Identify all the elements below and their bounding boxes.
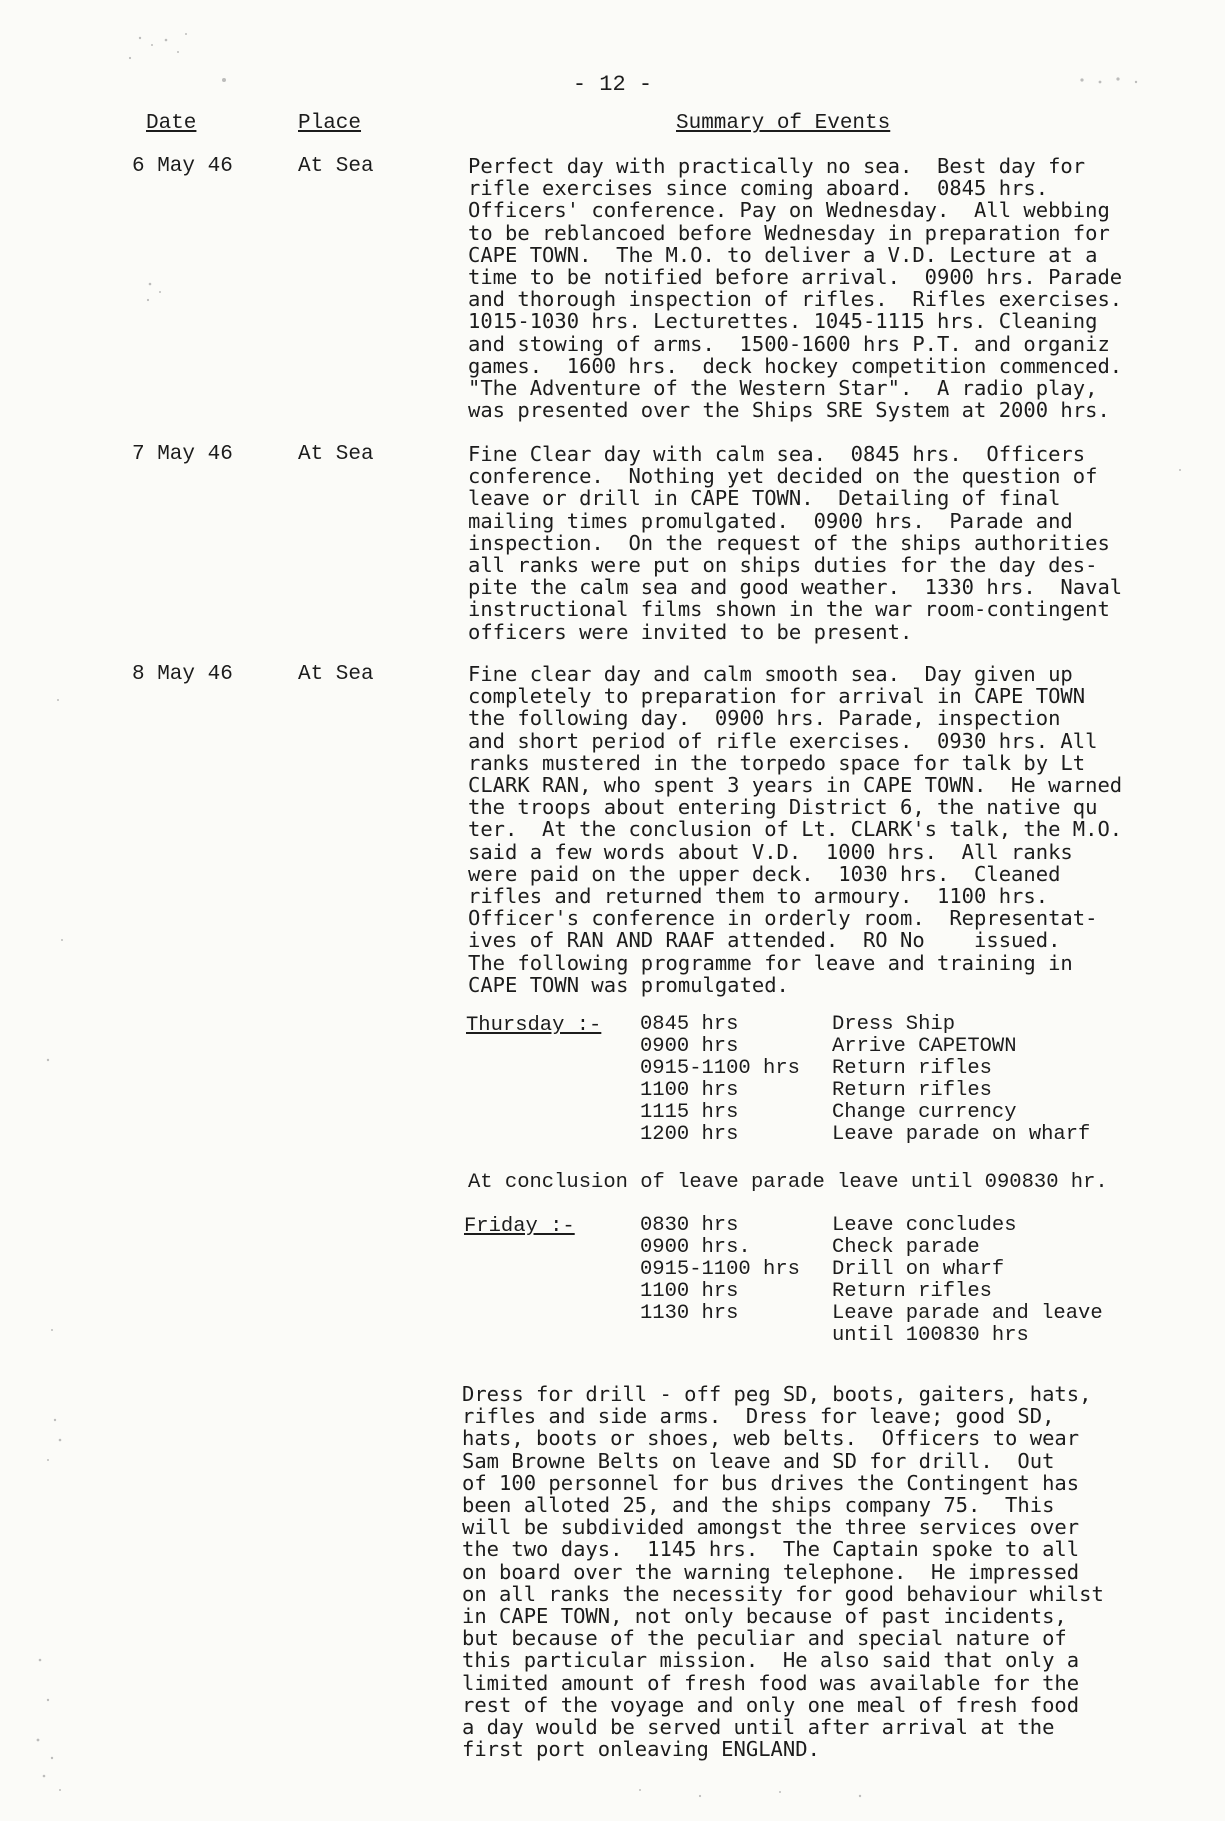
summary-column-header: Summary of Events xyxy=(676,112,891,135)
schedule-event: Dress Ship xyxy=(832,1013,956,1036)
schedule-time: 0900 hrs xyxy=(640,1035,739,1058)
schedule-event: Leave parade and leave xyxy=(832,1302,1103,1325)
entry-date: 6 May 46 xyxy=(132,155,233,178)
thursday-schedule xyxy=(640,1014,1220,1154)
schedule-time: 1100 hrs xyxy=(640,1280,739,1303)
entry-summary-text: Fine clear day and calm smooth sea. Day given up completely to preparation for arrival in CAPE TOWN the following day. 0900 hrs. Parade, inspection and short period of rifle exercises. 0930 hrs. All ranks mustered in the torpedo space for talk by Lt CLARK RAN, who spent 3 years in CAPE TOWN. He warned the troops about entering District 6, the native qu ter. At the conclusion of Lt. CLARK's talk, the M.O. said a few words about V.D. 1000 hrs. All ranks were paid on the upper deck. 1030 hrs. Cleaned rifles and returned them to armoury. 1100 hrs. Officer's conference in orderly room. Representat- ives of RAN AND RAAF attended. RO No issued. The following programme for leave and training in CAPE TOWN was promulgated. xyxy=(468,662,1123,997)
schedule-time: 0915-1100 hrs xyxy=(640,1258,800,1281)
schedule-event: Drill on wharf xyxy=(832,1258,1005,1281)
entry-place: At Sea xyxy=(298,155,374,178)
place-column-header: Place xyxy=(298,112,362,135)
entry-summary-text: Perfect day with practically no sea. Best day for rifle exercises since coming aboard. 0845 hrs. Officers' conference. Pay on Wednesday. All webbing to be reblancoed before Wednesday in preparation for CAPE TOWN. The M.O. to deliver a V.D. Lecture at a time to be notified before arrival. 0900 hrs. Parade and thorough inspection of rifles. Rifles exercises. 1015-1030 hrs. Lecturettes. 1045-1115 hrs. Cleaning and stowing of arms. 1500-1600 hrs P.T. and organiz games. 1600 hrs. deck hockey competition commenced. "The Adventure of the Western Star". A radio play, was presented over the Ships SRE System at 2000 hrs. xyxy=(468,154,1123,423)
entry-date: 7 May 46 xyxy=(132,443,233,466)
schedule-event: Leave parade on wharf xyxy=(832,1123,1091,1146)
schedule-event: Check parade xyxy=(832,1236,980,1259)
schedule-time: 1200 hrs xyxy=(640,1123,739,1146)
thursday-schedule-label: Thursday :- xyxy=(466,1014,602,1037)
entry-place: At Sea xyxy=(298,663,374,686)
schedule-event: until 100830 hrs xyxy=(832,1324,1029,1347)
entry-place: At Sea xyxy=(298,443,374,466)
friday-schedule xyxy=(640,1215,1220,1355)
schedule-time: 0830 hrs xyxy=(640,1214,739,1237)
schedule-time: 0845 hrs xyxy=(640,1013,739,1036)
schedule-time: 0900 hrs. xyxy=(640,1236,751,1259)
thursday-leave-note: At conclusion of leave parade leave until 090830 hr. xyxy=(468,1171,1108,1194)
date-column-header: Date xyxy=(146,112,197,135)
schedule-event: Leave concludes xyxy=(832,1214,1017,1237)
schedule-event: Change currency xyxy=(832,1101,1017,1124)
schedule-event: Return rifles xyxy=(832,1280,992,1303)
closing-paragraph: Dress for drill - off peg SD, boots, gaiters, hats, rifles and side arms. Dress for leave; good SD, hats, boots or shoes, web belts. Officers to wear Sam Browne Belts on leave and SD for drill. Out of 100 personnel for bus drives the Contingent has been alloted 25, and the ships company 75. This will be subdivided amongst the three services over the two days. 1145 hrs. The Captain spoke to all on board over the warning telephone. He impressed on all ranks the necessity for good behaviour whilst in CAPE TOWN, not only because of past incidents, but because of the peculiar and special nature of this particular mission. He also said that only a limited amount of fresh food was available for the rest of the voyage and only one meal of fresh food a day would be served until after arrival at the first port onleaving ENGLAND. xyxy=(462,1382,1104,1762)
schedule-time: 1115 hrs xyxy=(640,1101,739,1124)
schedule-event: Arrive CAPETOWN xyxy=(832,1035,1017,1058)
schedule-event: Return rifles xyxy=(832,1057,992,1080)
schedule-time: 1130 hrs xyxy=(640,1302,739,1325)
friday-schedule-label: Friday :- xyxy=(464,1215,575,1238)
page-number: - 12 - xyxy=(572,72,653,97)
entry-date: 8 May 46 xyxy=(132,663,233,686)
schedule-time: 0915-1100 hrs xyxy=(640,1057,800,1080)
schedule-time: 1100 hrs xyxy=(640,1079,739,1102)
entry-summary-text: Fine Clear day with calm sea. 0845 hrs. Officers conference. Nothing yet decided on the question of leave or drill in CAPE TOWN. Detailing of final mailing times promulgated. 0900 hrs. Parade and inspection. On the request of the ships authorities all ranks were put on ships duties for the day des- pite the calm sea and good weather. 1330 hrs. Naval instructional films shown in the war room-contingent officers were invited to be present. xyxy=(468,442,1123,644)
schedule-event: Return rifles xyxy=(832,1079,992,1102)
